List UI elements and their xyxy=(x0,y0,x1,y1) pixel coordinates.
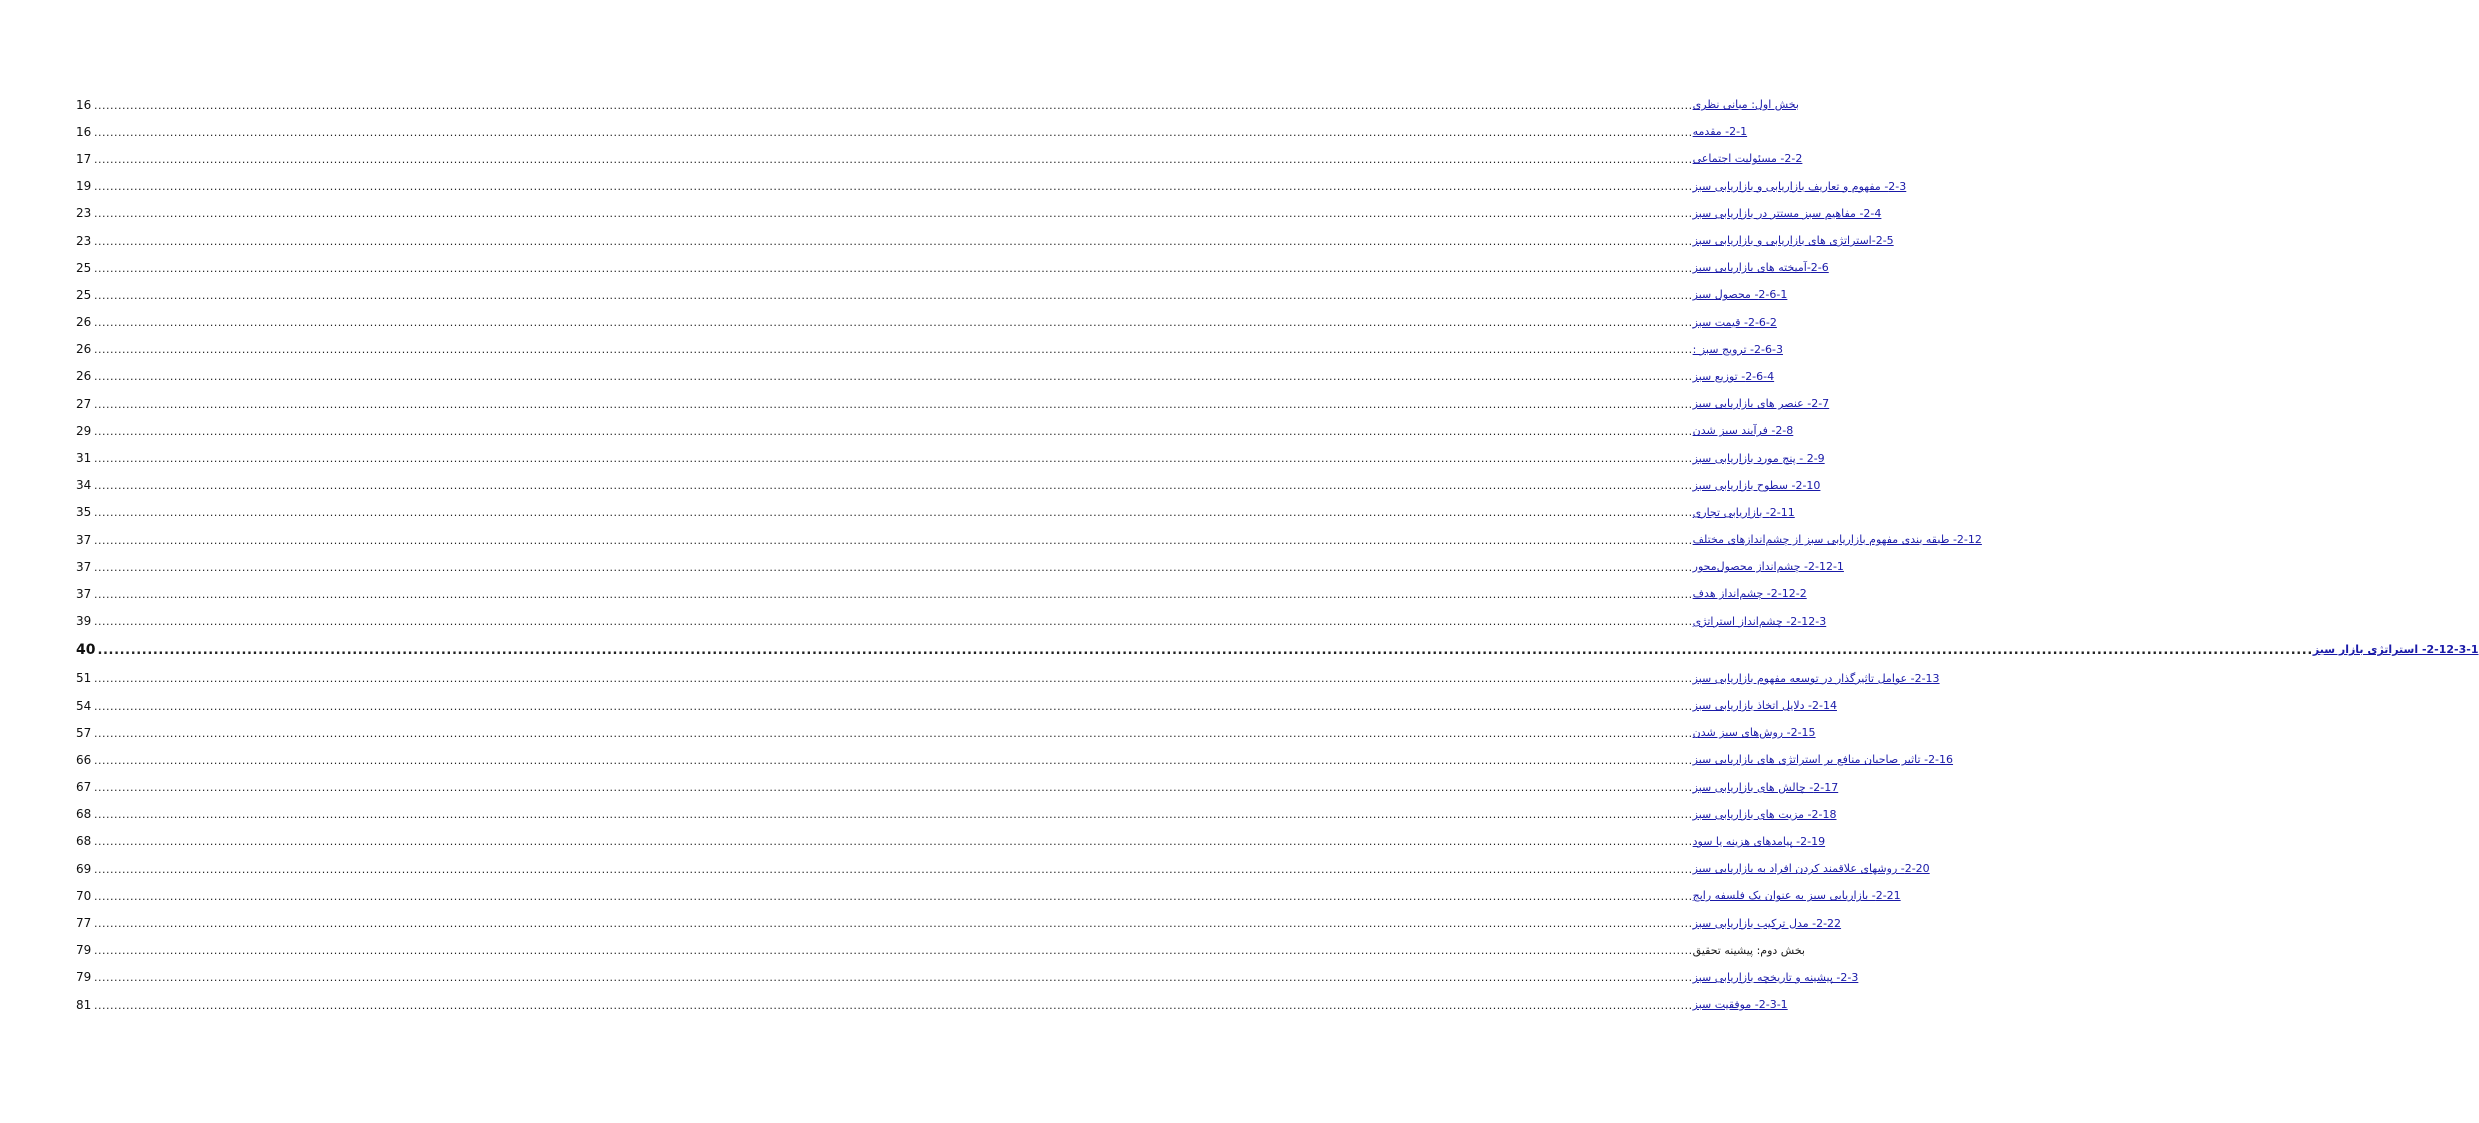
toc-dot-leader: ................................................................................................................................................................................................................................................................................................................................................................................................................ xyxy=(94,288,1693,302)
toc-page-number: 19 xyxy=(76,179,92,194)
toc-dot-leader: ................................................................................................................................................................................................................................................................................................................................................................................................................ xyxy=(94,998,1693,1012)
toc-entry-link[interactable]: 2-3-1- موفقیت سبز xyxy=(1692,998,1788,1012)
toc-entry-link[interactable]: 2-6-آمیخته های بازاریابی سبز xyxy=(1692,261,1829,275)
toc-dot-leader: ................................................................................................................................................................................................................................................................................................................................................................................................................ xyxy=(94,835,1693,849)
toc-page-number: 57 xyxy=(76,725,92,740)
toc-entry[interactable] xyxy=(76,499,1795,526)
toc-dot-leader: ................................................................................................................................................................................................................................................................................................................................................................................................................ xyxy=(94,808,1693,822)
toc-page-number: 26 xyxy=(76,342,92,357)
toc-dot-leader: ................................................................................................................................................................................................................................................................................................................................................................................................................ xyxy=(94,234,1693,248)
toc-entry[interactable] xyxy=(76,964,1859,991)
toc-page-number: 16 xyxy=(76,97,92,112)
toc-page-number: 51 xyxy=(76,671,92,686)
toc-entry[interactable] xyxy=(76,281,1788,308)
toc-entry[interactable] xyxy=(76,118,1748,145)
toc-page-number: 79 xyxy=(76,943,92,958)
toc-page-number: 37 xyxy=(76,532,92,547)
toc-dot-leader: ................................................................................................................................................................................................................................................................................................................................................................................................................ xyxy=(94,587,1693,601)
toc-entry-link[interactable]: 2-12- طبقه بندی مفهوم بازاریابی سبز از چشم‌اندازهای مختلف xyxy=(1692,533,1982,547)
toc-entry[interactable] xyxy=(76,580,1807,607)
toc-dot-leader: ................................................................................................................................................................................................................................................................................................................................................................................................................ xyxy=(94,971,1693,985)
toc-entry-link[interactable]: 2-20- روشهای علاقمند کردن افراد به بازاریابی سبز xyxy=(1692,862,1930,876)
toc-page-number: 40 xyxy=(76,641,96,658)
toc-entry[interactable] xyxy=(76,254,1829,281)
toc-entry[interactable] xyxy=(76,363,1775,390)
toc-dot-leader: ................................................................................................................................................................................................................................................................................................................................................................................................................ xyxy=(94,424,1693,438)
toc-entry[interactable] xyxy=(76,991,1788,1018)
toc-dot-leader: ................................................................................................................................................................................................................................................................................................................................................................................................................ xyxy=(94,479,1693,493)
toc-entry[interactable] xyxy=(76,227,1894,254)
toc-entry-link[interactable]: بخش اول: مبانی نظری xyxy=(1692,98,1799,112)
toc-page-number: 69 xyxy=(76,861,92,876)
toc-page-number: 66 xyxy=(76,752,92,767)
toc-entry-link[interactable]: 2-21- بازاریابی سبز به عنوان یک فلسفه رایج xyxy=(1692,889,1901,903)
toc-dot-leader: ................................................................................................................................................................................................................................................................................................................................................................................................................ xyxy=(94,753,1693,767)
toc-page-number: 37 xyxy=(76,559,92,574)
toc-entry-link[interactable]: 2-12-3-1- استراتژی بازار سبز xyxy=(2312,643,2479,657)
toc-entry[interactable] xyxy=(76,472,1821,499)
toc-entry[interactable] xyxy=(76,882,1901,909)
toc-entry[interactable] xyxy=(76,719,1816,746)
toc-entry-link[interactable]: 2-5-استراتژی های بازاریابی و بازاریابی سبز xyxy=(1692,234,1894,248)
toc-entry-link[interactable]: 2-6-3- ترویج سبز : xyxy=(1692,342,1783,356)
toc-dot-leader: ................................................................................................................................................................................................................................................................................................................................................................................................................ xyxy=(94,207,1693,221)
toc-entry[interactable] xyxy=(76,801,1837,828)
toc-entry-link[interactable]: 2-18- مزیت های بازاریابی سبز xyxy=(1692,807,1837,821)
toc-entry-link[interactable]: 2-6-4- توزیع سبز xyxy=(1692,369,1775,383)
toc-dot-leader: ................................................................................................................................................................................................................................................................................................................................................................................................................ xyxy=(94,397,1693,411)
toc-dot-leader: ................................................................................................................................................................................................................................................................................................................................................................................................................ xyxy=(94,152,1693,166)
toc-dot-leader: ................................................................................................................................................................................................................................................................................................................................................................................................................ xyxy=(94,180,1693,194)
toc-entry[interactable] xyxy=(76,145,1803,172)
toc-entry-link[interactable]: 2-2- مسئولیت اجتماعی xyxy=(1692,152,1803,166)
toc-page-number: 29 xyxy=(76,423,92,438)
toc-entry-link[interactable]: 2-6-1- محصول سبز xyxy=(1692,288,1788,302)
toc-entry-link[interactable]: 2-11- بازاریابی تجاری xyxy=(1692,505,1795,519)
toc-page-number: 79 xyxy=(76,970,92,985)
toc-dot-leader: ................................................................................................................................................................................................................................................................................................................................................................................................................ xyxy=(94,889,1693,903)
toc-entry[interactable] xyxy=(76,692,1837,719)
toc-entry-link[interactable]: 2-3- مفهوم و تعاریف بازاریابی و بازاریابی سبز xyxy=(1692,179,1907,193)
toc-page-number: 26 xyxy=(76,315,92,330)
toc-entry[interactable] xyxy=(76,608,1827,635)
toc-entry-link[interactable]: 2-3- پیشینه و تاریخچه بازاریابی سبز xyxy=(1692,970,1859,984)
toc-entry[interactable] xyxy=(76,91,1799,118)
toc-page-number: 81 xyxy=(76,997,92,1012)
toc-page-number: 27 xyxy=(76,396,92,411)
toc-dot-leader: ................................................................................................................................................................................................................................................................................................................................................................................................................ xyxy=(94,343,1693,357)
toc-dot-leader: ................................................................................................................................................................................................................................................................................................................................................................................................................ xyxy=(94,506,1693,520)
toc-entry-link[interactable]: 2-14- دلایل اتخاذ بازاریابی سبز xyxy=(1692,699,1837,713)
toc-dot-leader: ................................................................................................................................................................................................................................................................................................................................................................................................................ xyxy=(94,533,1693,547)
toc-page-number: 68 xyxy=(76,834,92,849)
toc-entry[interactable] xyxy=(76,417,1794,444)
toc-page-number: 16 xyxy=(76,124,92,139)
toc-entry[interactable] xyxy=(76,665,1940,692)
toc-entry-link[interactable]: 2-10- سطوح بازاریابی سبز xyxy=(1692,478,1821,492)
toc-dot-leader: ................................................................................................................................................................................................................................................................................................................................................................................................................ xyxy=(94,98,1693,112)
toc-entry[interactable] xyxy=(76,635,2479,665)
toc-dot-leader: ................................................................................................................................................................................................................................................................................................................................................................................................................ xyxy=(94,862,1693,876)
toc-entry-link[interactable]: 2-12-1- چشم‌انداز محصول‌محور xyxy=(1692,560,1844,574)
toc-entry-link[interactable]: 2-19- پیامدهای هزینه یا سود xyxy=(1692,834,1826,848)
toc-page-number: 34 xyxy=(76,478,92,493)
toc-page-number: 23 xyxy=(76,233,92,248)
toc-dot-leader: ................................................................................................................................................................................................................................................................................................................................................................................................................ xyxy=(94,726,1693,740)
table-of-contents xyxy=(76,91,2479,1018)
toc-dot-leader: ................................................................................................................................................................................................................................................................................................................................................................................................................ xyxy=(94,370,1693,384)
toc-entry-link[interactable]: 2-1- مقدمه xyxy=(1692,125,1748,139)
toc-dot-leader: ................................................................................................................................................................................................................................................................................................................................................................................................................ xyxy=(97,642,2313,658)
toc-entry[interactable] xyxy=(76,553,1844,580)
toc-page-number: 31 xyxy=(76,451,92,466)
toc-page-number: 25 xyxy=(76,287,92,302)
toc-page-number: 25 xyxy=(76,260,92,275)
toc-page-number: 67 xyxy=(76,780,92,795)
toc-dot-leader: ................................................................................................................................................................................................................................................................................................................................................................................................................ xyxy=(94,261,1693,275)
toc-dot-leader: ................................................................................................................................................................................................................................................................................................................................................................................................................ xyxy=(94,316,1693,330)
toc-entry-link[interactable]: 2-8- فرآیند سبز شدن xyxy=(1692,424,1794,438)
toc-dot-leader: ................................................................................................................................................................................................................................................................................................................................................................................................................ xyxy=(94,672,1693,686)
toc-dot-leader: ................................................................................................................................................................................................................................................................................................................................................................................................................ xyxy=(94,781,1693,795)
toc-entry xyxy=(76,937,1805,964)
toc-entry[interactable] xyxy=(76,309,1777,336)
toc-entry-link[interactable]: 2-16- تاثیر صاحبان منافع بر استراتژی های بازاریابی سبز xyxy=(1692,753,1954,767)
toc-page-number: 68 xyxy=(76,807,92,822)
toc-dot-leader: ................................................................................................................................................................................................................................................................................................................................................................................................................ xyxy=(94,125,1693,139)
toc-entry[interactable] xyxy=(76,390,1830,417)
toc-entry-heading: بخش دوم: پیشینه تحقیق xyxy=(1692,943,1805,957)
toc-entry-link[interactable]: 2-9 - پنج مورد بازاریابی سبز xyxy=(1692,451,1825,465)
toc-page-number: 77 xyxy=(76,916,92,931)
toc-entry-link[interactable]: 2-22- مدل ترکیب بازاریابی سبز xyxy=(1692,916,1842,930)
toc-entry[interactable] xyxy=(76,336,1783,363)
toc-page-number: 70 xyxy=(76,888,92,903)
toc-dot-leader: ................................................................................................................................................................................................................................................................................................................................................................................................................ xyxy=(94,917,1693,931)
toc-page-number: 35 xyxy=(76,505,92,520)
toc-page-number: 54 xyxy=(76,698,92,713)
toc-dot-leader: ................................................................................................................................................................................................................................................................................................................................................................................................................ xyxy=(94,615,1693,629)
toc-entry-link[interactable]: 2-13- عوامل تاثیرگذار در توسعه مفهوم بازاریابی سبز xyxy=(1692,671,1940,685)
toc-page-number: 26 xyxy=(76,369,92,384)
toc-entry[interactable] xyxy=(76,828,1826,855)
toc-entry[interactable] xyxy=(76,200,1882,227)
toc-page-number: 37 xyxy=(76,586,92,601)
toc-entry-link[interactable]: 2-12-2- چشم‌انداز هدف xyxy=(1692,587,1807,601)
toc-dot-leader: ................................................................................................................................................................................................................................................................................................................................................................................................................ xyxy=(94,560,1693,574)
toc-entry[interactable] xyxy=(76,444,1825,471)
toc-dot-leader: ................................................................................................................................................................................................................................................................................................................................................................................................................ xyxy=(94,699,1693,713)
toc-entry[interactable] xyxy=(76,746,1954,773)
toc-page-number: 23 xyxy=(76,206,92,221)
toc-entry[interactable] xyxy=(76,774,1839,801)
toc-page-number: 39 xyxy=(76,614,92,629)
toc-dot-leader: ................................................................................................................................................................................................................................................................................................................................................................................................................ xyxy=(94,944,1693,958)
toc-entry-link[interactable]: 2-4- مفاهیم سبز مستتر در بازاریابی سبز xyxy=(1692,206,1882,220)
toc-entry[interactable] xyxy=(76,909,1842,936)
toc-entry-link[interactable]: 2-17- چالش های بازاریابی سبز xyxy=(1692,780,1839,794)
toc-entry-link[interactable]: 2-6-2- قیمت سبز xyxy=(1692,315,1777,329)
toc-entry[interactable] xyxy=(76,855,1930,882)
toc-page-number: 17 xyxy=(76,151,92,166)
toc-entry[interactable] xyxy=(76,173,1907,200)
toc-entry-link[interactable]: 2-7- عنصر های بازاریابی سبز xyxy=(1692,397,1830,411)
toc-dot-leader: ................................................................................................................................................................................................................................................................................................................................................................................................................ xyxy=(94,452,1693,466)
toc-entry[interactable] xyxy=(76,526,1982,553)
toc-entry-link[interactable]: 2-12-3- چشم‌انداز استراتژی xyxy=(1692,614,1827,628)
toc-entry-link[interactable]: 2-15- روش‌های سبز شدن xyxy=(1692,726,1816,740)
